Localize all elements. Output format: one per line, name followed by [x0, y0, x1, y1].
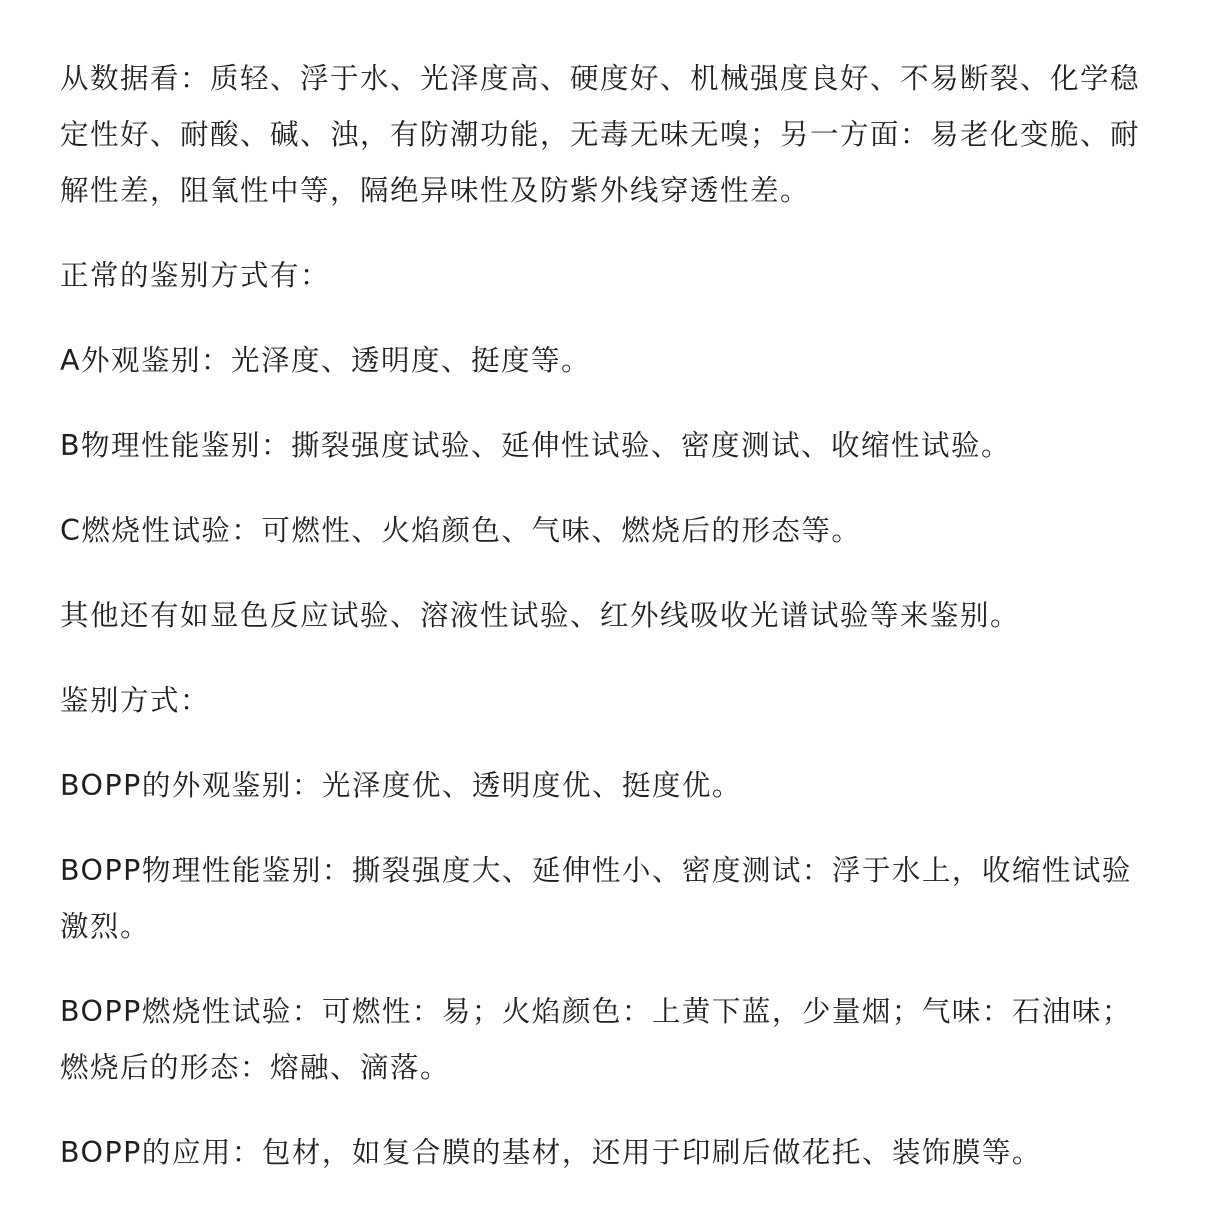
paragraph-bopp-burning: BOPP燃烧性试验：可燃性：易；火焰颜色：上黄下蓝，少量烟；气味：石油味；燃烧后的形态：熔融、滴落。	[60, 995, 1132, 1084]
paragraph-method-b: B物理性能鉴别：撕裂强度试验、延伸性试验、密度测试、收缩性试验。	[60, 429, 1012, 462]
paragraph-bopp-physical: BOPP物理性能鉴别：撕裂强度大、延伸性小、密度测试：浮于水上，收缩性试验激烈。	[60, 854, 1132, 943]
paragraph-bopp-application: BOPP的应用：包材，如复合膜的基材，还用于印刷后做花托、装饰膜等。	[60, 1136, 1042, 1169]
paragraph-properties: 从数据看：质轻、浮于水、光泽度高、硬度好、机械强度良好、不易断裂、化学稳定性好、耐酸、碱、浊，有防潮功能，无毒无味无嗅；另一方面：易老化变脆、耐解性差，阻氧性中等，隔绝异味性及防紫外线穿透性差。	[60, 62, 1141, 207]
article-body	[60, 51, 1150, 1210]
paragraph-identification-heading: 鉴别方式：	[60, 684, 211, 717]
paragraph-methods-intro: 正常的鉴别方式有：	[60, 259, 331, 292]
paragraph-other-methods: 其他还有如显色反应试验、溶液性试验、红外线吸收光谱试验等来鉴别。	[60, 599, 1021, 632]
paragraph-method-a: A外观鉴别：光泽度、透明度、挺度等。	[60, 344, 591, 377]
paragraph-method-c: C燃烧性试验：可燃性、火焰颜色、气味、燃烧后的形态等。	[60, 514, 862, 547]
paragraph-bopp-appearance: BOPP的外观鉴别：光泽度优、透明度优、挺度优。	[60, 769, 742, 802]
